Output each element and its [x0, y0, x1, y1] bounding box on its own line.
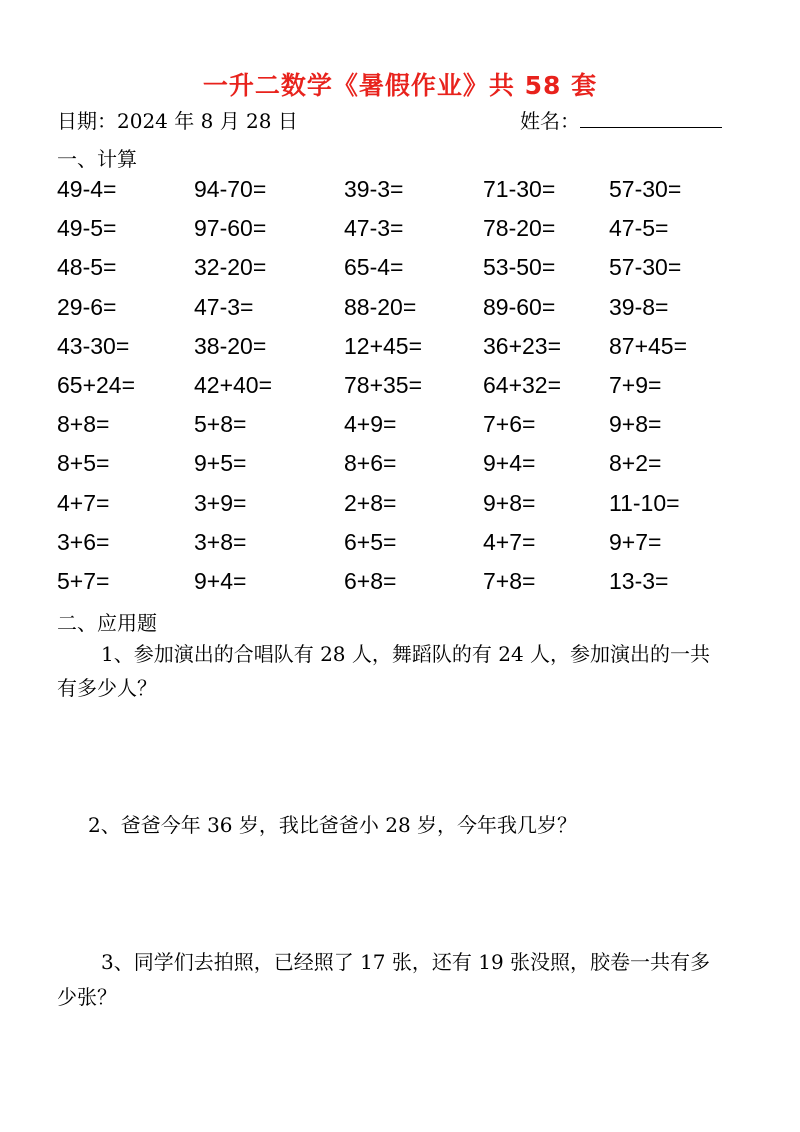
problem-cell: 47-3=	[344, 215, 404, 242]
problem-cell: 88-20=	[344, 293, 417, 320]
problem-cell: 89-60=	[483, 293, 556, 320]
question-3-line-2: 少张？	[57, 985, 117, 1009]
problem-cell: 7+8=	[483, 567, 536, 594]
problem-cell: 3+8=	[194, 528, 247, 555]
problem-cell: 57-30=	[609, 254, 682, 281]
problem-cell: 4+9=	[344, 411, 397, 438]
problem-cell: 8+5=	[57, 450, 110, 477]
problem-cell: 47-3=	[194, 293, 254, 320]
problem-cell: 49-4=	[57, 176, 117, 202]
question-1-line-2: 有多少人？	[57, 676, 157, 700]
problem-cell: 7+9=	[609, 371, 662, 398]
section-word-problems-heading: 二、应用题	[57, 611, 157, 635]
question-3-line-1: 3、同学们去拍照，已经照了 17 张，还有 19 张没照，胶卷一共有多	[101, 950, 711, 974]
problem-cell: 6+5=	[344, 528, 397, 555]
problem-cell: 43-30=	[57, 332, 130, 359]
problem-cell: 39-8=	[609, 293, 669, 320]
problem-cell: 6+8=	[344, 567, 397, 594]
name-label: 姓名：	[520, 109, 580, 133]
problem-cell: 9+7=	[609, 528, 662, 555]
problem-cell: 57-30=	[609, 176, 682, 202]
problem-cell: 71-30=	[483, 176, 556, 202]
question-1-line-1: 1、参加演出的合唱队有 28 人，舞蹈队的有 24 人，参加演出的一共	[101, 642, 711, 666]
problem-cell: 8+8=	[57, 411, 110, 438]
section-calculation-heading: 一、计算	[57, 147, 137, 171]
problem-cell: 8+2=	[609, 450, 662, 477]
problem-cell: 38-20=	[194, 332, 267, 359]
question-2: 2、爸爸今年 36 岁，我比爸爸小 28 岁，今年我几岁？	[88, 813, 578, 837]
problem-cell: 47-5=	[609, 215, 669, 242]
problem-cell: 5+8=	[194, 411, 247, 438]
problem-cell: 13-3=	[609, 567, 669, 594]
problem-cell: 9+8=	[483, 489, 536, 516]
problem-cell: 4+7=	[57, 489, 110, 516]
problem-cell: 2+8=	[344, 489, 397, 516]
problem-cell: 7+6=	[483, 411, 536, 438]
problem-cell: 9+8=	[609, 411, 662, 438]
problem-cell: 9+4=	[483, 450, 536, 477]
problem-cell: 36+23=	[483, 332, 562, 359]
problem-cell: 65-4=	[344, 254, 404, 281]
problem-cell: 42+40=	[194, 371, 273, 398]
problem-cell: 29-6=	[57, 293, 117, 320]
problem-cell: 9+5=	[194, 450, 247, 477]
problem-cell: 94-70=	[194, 176, 267, 202]
date-label: 日期：2024 年 8 月 28 日	[57, 109, 298, 133]
problem-cell: 53-50=	[483, 254, 556, 281]
problem-cell: 97-60=	[194, 215, 267, 242]
problem-cell: 48-5=	[57, 254, 117, 281]
name-blank-line[interactable]	[580, 127, 722, 128]
problem-cell: 39-3=	[344, 176, 404, 202]
problem-cell: 5+7=	[57, 567, 110, 594]
problem-cell: 4+7=	[483, 528, 536, 555]
problem-cell: 9+4=	[194, 567, 247, 594]
problem-cell: 87+45=	[609, 332, 688, 359]
problem-cell: 78+35=	[344, 371, 423, 398]
problem-cell: 78-20=	[483, 215, 556, 242]
problem-cell: 32-20=	[194, 254, 267, 281]
problem-cell: 11-10=	[609, 489, 680, 516]
problem-cell: 64+32=	[483, 371, 562, 398]
problem-cell: 49-5=	[57, 215, 117, 242]
problem-cell: 3+9=	[194, 489, 247, 516]
page-title: 一升二数学《暑假作业》共 58 套	[202, 71, 598, 100]
problem-cell: 65+24=	[57, 371, 136, 398]
problem-cell: 8+6=	[344, 450, 397, 477]
problem-cell: 12+45=	[344, 332, 423, 359]
problem-cell: 3+6=	[57, 528, 110, 555]
